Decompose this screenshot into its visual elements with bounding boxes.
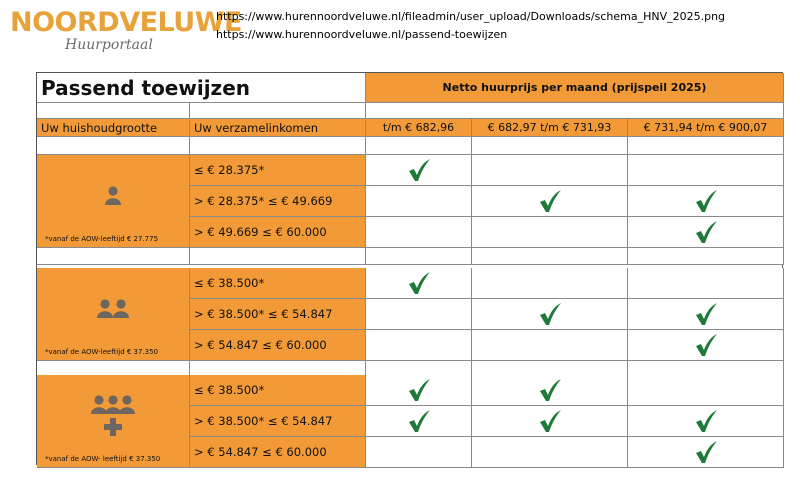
income-column-header: Uw verzamelinkomen xyxy=(190,119,366,137)
checkmark-icon xyxy=(406,408,432,434)
spacer-cell xyxy=(37,248,190,265)
spacer-cell xyxy=(472,137,628,155)
income-range-cell: > € 54.847 ≤ € 60.000 xyxy=(190,437,366,468)
price-column-header: t/m € 682,96 xyxy=(366,119,472,137)
eligibility-cell xyxy=(628,217,784,248)
eligibility-cell xyxy=(472,375,628,406)
spacer-cell xyxy=(472,248,628,265)
spacer-cell xyxy=(190,103,366,119)
income-range-cell: > € 28.375* ≤ € 49.669 xyxy=(190,186,366,217)
single-person-icon xyxy=(37,155,189,235)
eligibility-cell xyxy=(628,268,784,299)
income-range-cell: ≤ € 28.375* xyxy=(190,155,366,186)
income-range-cell: > € 38.500* ≤ € 54.847 xyxy=(190,406,366,437)
eligibility-cell xyxy=(472,330,628,361)
spacer-cell xyxy=(628,137,784,155)
household-column-header: Uw huishoudgrootte xyxy=(37,119,190,137)
eligibility-cell xyxy=(472,217,628,248)
income-range-cell: > € 54.847 ≤ € 60.000 xyxy=(190,330,366,361)
income-range-cell: ≤ € 38.500* xyxy=(190,268,366,299)
checkmark-icon xyxy=(537,408,563,434)
eligibility-cell xyxy=(472,299,628,330)
checkmark-icon xyxy=(537,377,563,403)
eligibility-cell xyxy=(628,299,784,330)
income-range-cell: > € 38.500* ≤ € 54.847 xyxy=(190,299,366,330)
checkmark-icon xyxy=(406,377,432,403)
checkmark-icon xyxy=(693,219,719,245)
aow-note: *vanaf de AOW- leeftijd € 37.350 xyxy=(45,455,161,463)
income-range-cell: > € 49.669 ≤ € 60.000 xyxy=(190,217,366,248)
eligibility-cell xyxy=(366,437,472,468)
checkmark-icon xyxy=(406,157,432,183)
checkmark-icon xyxy=(406,270,432,296)
eligibility-cell xyxy=(628,330,784,361)
spacer-cell xyxy=(190,137,366,155)
spacer-cell xyxy=(628,248,784,265)
spacer-cell xyxy=(37,103,190,119)
checkmark-icon xyxy=(693,439,719,465)
eligibility-cell xyxy=(366,330,472,361)
eligibility-cell xyxy=(472,268,628,299)
income-range-cell: ≤ € 38.500* xyxy=(190,375,366,406)
eligibility-cell xyxy=(472,155,628,186)
two-persons-icon xyxy=(37,268,189,348)
eligibility-cell xyxy=(366,268,472,299)
source-url-image[interactable]: https://www.hurennoordveluwe.nl/fileadmin/user_upload/Downloads/schema_HNV_2025.png xyxy=(216,10,726,23)
eligibility-cell xyxy=(628,155,784,186)
passend-toewijzen-table xyxy=(36,72,783,465)
spacer-cell xyxy=(37,137,190,155)
table-title: Passend toewijzen xyxy=(37,73,366,103)
eligibility-cell xyxy=(628,375,784,406)
eligibility-cell xyxy=(628,406,784,437)
logo-wordmark: NOORDVELUWE xyxy=(10,7,242,38)
spacer-cell xyxy=(366,137,472,155)
household-cell xyxy=(37,375,190,468)
three-plus-persons-icon xyxy=(37,375,189,455)
checkmark-icon xyxy=(693,188,719,214)
eligibility-cell xyxy=(472,437,628,468)
eligibility-cell xyxy=(472,406,628,437)
eligibility-cell xyxy=(472,186,628,217)
checkmark-icon xyxy=(693,301,719,327)
eligibility-cell xyxy=(366,155,472,186)
checkmark-icon xyxy=(693,332,719,358)
checkmark-icon xyxy=(537,301,563,327)
price-column-header: € 682,97 t/m € 731,93 xyxy=(472,119,628,137)
household-cell xyxy=(37,155,190,248)
eligibility-cell xyxy=(628,186,784,217)
price-column-header: € 731,94 t/m € 900,07 xyxy=(628,119,784,137)
eligibility-cell xyxy=(628,437,784,468)
eligibility-cell xyxy=(366,375,472,406)
eligibility-cell xyxy=(366,406,472,437)
source-url-page[interactable]: https://www.hurennoordveluwe.nl/passend-toewijzen xyxy=(216,28,508,41)
eligibility-cell xyxy=(366,217,472,248)
spacer-cell xyxy=(366,103,784,119)
logo xyxy=(10,6,242,62)
spacer-cell xyxy=(366,248,472,265)
checkmark-icon xyxy=(537,188,563,214)
checkmark-icon xyxy=(693,408,719,434)
aow-note: *vanaf de AOW-leeftijd € 37.350 xyxy=(45,348,159,356)
price-header: Netto huurprijs per maand (prijspeil 2025) xyxy=(366,73,784,103)
eligibility-cell xyxy=(366,186,472,217)
eligibility-cell xyxy=(366,299,472,330)
household-cell xyxy=(37,268,190,361)
spacer-cell xyxy=(190,248,366,265)
aow-note: *vanaf de AOW-leeftijd € 27.775 xyxy=(45,235,159,243)
logo-tagline: Huurportaal xyxy=(65,37,153,53)
